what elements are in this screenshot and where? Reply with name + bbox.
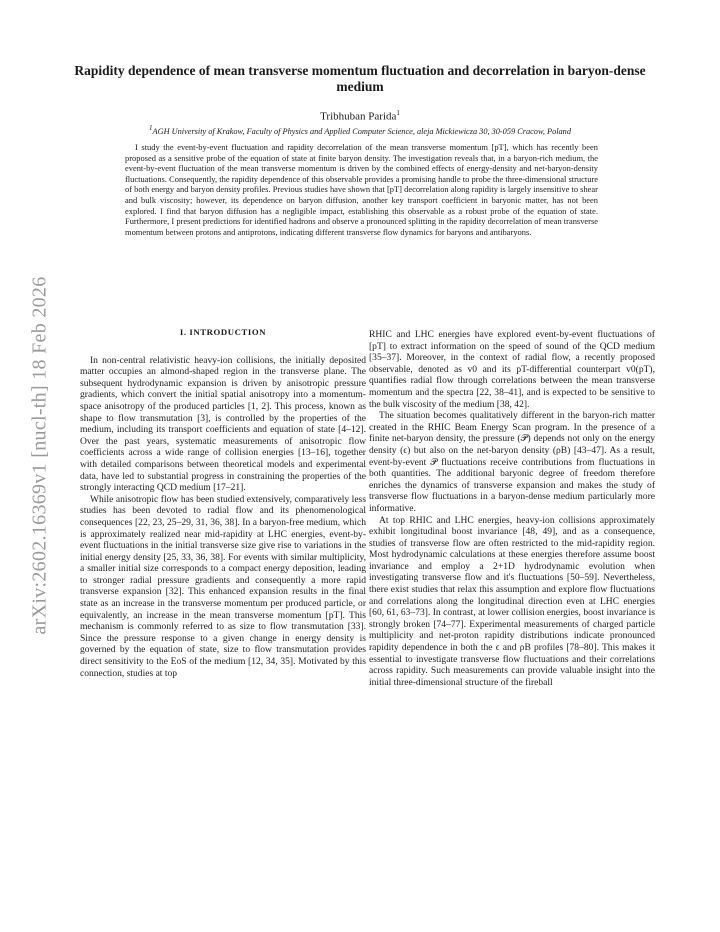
- paragraph: In non-central relativistic heavy-ion collisions, the initially deposited matter occupies an almond-shaped region in the transverse plane. The subsequent hydrodynamic expansion is driven by anisotropic pressure gradients, which convert the initial spatial anisotropy into a momentum-space anisotropy of the produced particles [1, 2]. This process, known as shape to flow transmutation [3], is controlled by the properties of the medium, including its transport coefficients and equation of state [4–12]. Over the past years, systematic measurements of anisotropic flow coefficients across a wide range of collision energies [13–16], together with detailed comparisons between theoretical models and experimental data, have led to substantial progress in constraining the properties of the strongly interacting QCD medium [17–21].: [80, 354, 366, 494]
- paper-title: Rapidity dependence of mean transverse momentum fluctuation and decorrelation in baryon-dense medium: [74, 63, 646, 94]
- left-column: [80, 327, 366, 679]
- paragraph: The situation becomes qualitatively different in the baryon-rich matter created in the RHIC Beam Energy Scan program. In the presence of a finite net-baryon density, the pressure (𝒫) depends not only on the energy density (ϵ) but also on the net-baryon density (ρB) [43–47]. As a result, event-by-event 𝒫 fluctuations receive contributions from fluctuations in both quantities. The additional baryonic degree of freedom therefore enriches the dynamics of transverse expansion and makes the study of transverse flow fluctuations in a baryon-dense medium particularly more informative.: [369, 410, 655, 514]
- author-affiliation-mark: 1: [396, 109, 400, 117]
- author-line: [60, 109, 660, 123]
- paragraph: RHIC and LHC energies have explored event-by-event fluctuations of [pT] to extract information on the speed of sound of the QCD medium [35–37]. Moreover, in the context of radial flow, a recently proposed observable, denoted as v0 and its pT-differential counterpart v0(pT), quantifies radial flow through correlations between the mean transverse momentum and the spectra [22, 38–41], and is expected to be sensitive to the bulk viscosity of the medium [38, 42].: [369, 329, 655, 410]
- paragraph: At top RHIC and LHC energies, heavy-ion collisions approximately exhibit longitudinal boost invariance [48, 49], and as a consequence, studies of transverse flow are often restricted to the mid-rapidity region. Most hydrodynamic calculations at these energies therefore assume boost invariance and employ a 2+1D hydrodynamic evolution when investigating transverse flow and it's fluctuations [50–59]. Nevertheless, there exist studies that relax this assumption and explore flow fluctuations and correlations along the longitudinal direction even at LHC energies [60, 61, 63–73]. In contrast, at lower collision energies, boost invariance is strongly broken [74–77]. Experimental measurements of charged particle multiplicity and net-proton rapidity distributions indicate pronounced rapidity dependence in both the ϵ and ρB profiles [78–80]. This makes it essential to investigate transverse flow fluctuations and their correlations across rapidity. Such measurements can provide valuable insight into the initial three-dimensional structure of the fireball: [369, 514, 655, 688]
- arxiv-identifier: arXiv:2602.16369v1 [nucl-th] 18 Feb 2026: [28, 275, 51, 635]
- section-heading: I. INTRODUCTION: [179, 327, 267, 337]
- affiliation-mark: 1: [149, 124, 153, 132]
- right-column: [369, 329, 655, 688]
- affiliation-text: AGH University of Krakow, Faculty of Physics and Applied Computer Science, aleja Mickiewicza 30, 30-059 Cracow, Poland: [152, 126, 571, 136]
- author-name: Tribhuban Parida: [320, 110, 397, 123]
- arxiv-identifier-stamp: [24, 255, 56, 655]
- paragraph: While anisotropic flow has been studied extensively, comparatively less studies has been devoted to radial flow and its phenomenological consequences [22, 23, 25–29, 31, 36, 38]. In a baryon-free medium, which is approximately realized near mid-rapidity at LHC energies, event-by-event fluctuations in the initial transverse size give rise to variations in the initial energy density [25, 33, 36, 38]. For events with similar multiplicity, a smaller initial size corresponds to a compact energy deposition, leading to stronger radial pressure gradients and consequently a more rapid transverse expansion [32]. This enhanced expansion results in the final state as an increase in the transverse momentum per produced particle, or equivalently, an increase in the mean transverse momentum [pT]. This mechanism is commonly referred to as size to flow transmutation [33]. Since the pressure response to a given change in energy density is governed by the equation of state, size to flow transmutation provides direct sensitivity to the EoS of the medium [12, 34, 35]. Motivated by this connection, studies at top: [80, 493, 366, 679]
- affiliation: [40, 124, 680, 136]
- abstract: I study the event-by-event fluctuation and rapidity decorrelation of the mean transverse momentum [pT], which has recently been proposed as a sensitive probe of the equation of state at finite baryon density. The investigation reveals that, in a baryon-rich medium, the event-by-event fluctuation of the mean transverse momentum is driven by the combined effects of energy-density and net-baryon-density fluctuations. Consequently, the rapidity dependence of this observable provides a promising handle to probe the three-dimensional structure of both energy and baryon density profiles. Previous studies have shown that [pT] decorrelation along rapidity is largely insensitive to shear and bulk viscosity; however, its dependence on baryon diffusion, another key transport coefficient in baryonic matter, has not been explored. I find that baryon diffusion has a negligible impact, establishing this observable as a robust probe of the equation of state. Furthermore, I present predictions for identified hadrons and observe a pronounced splitting in the rapidity decorrelation of mean transverse momentum between protons and antiprotons, indicating different transverse flow dynamics for baryons and antibaryons.: [125, 142, 598, 237]
